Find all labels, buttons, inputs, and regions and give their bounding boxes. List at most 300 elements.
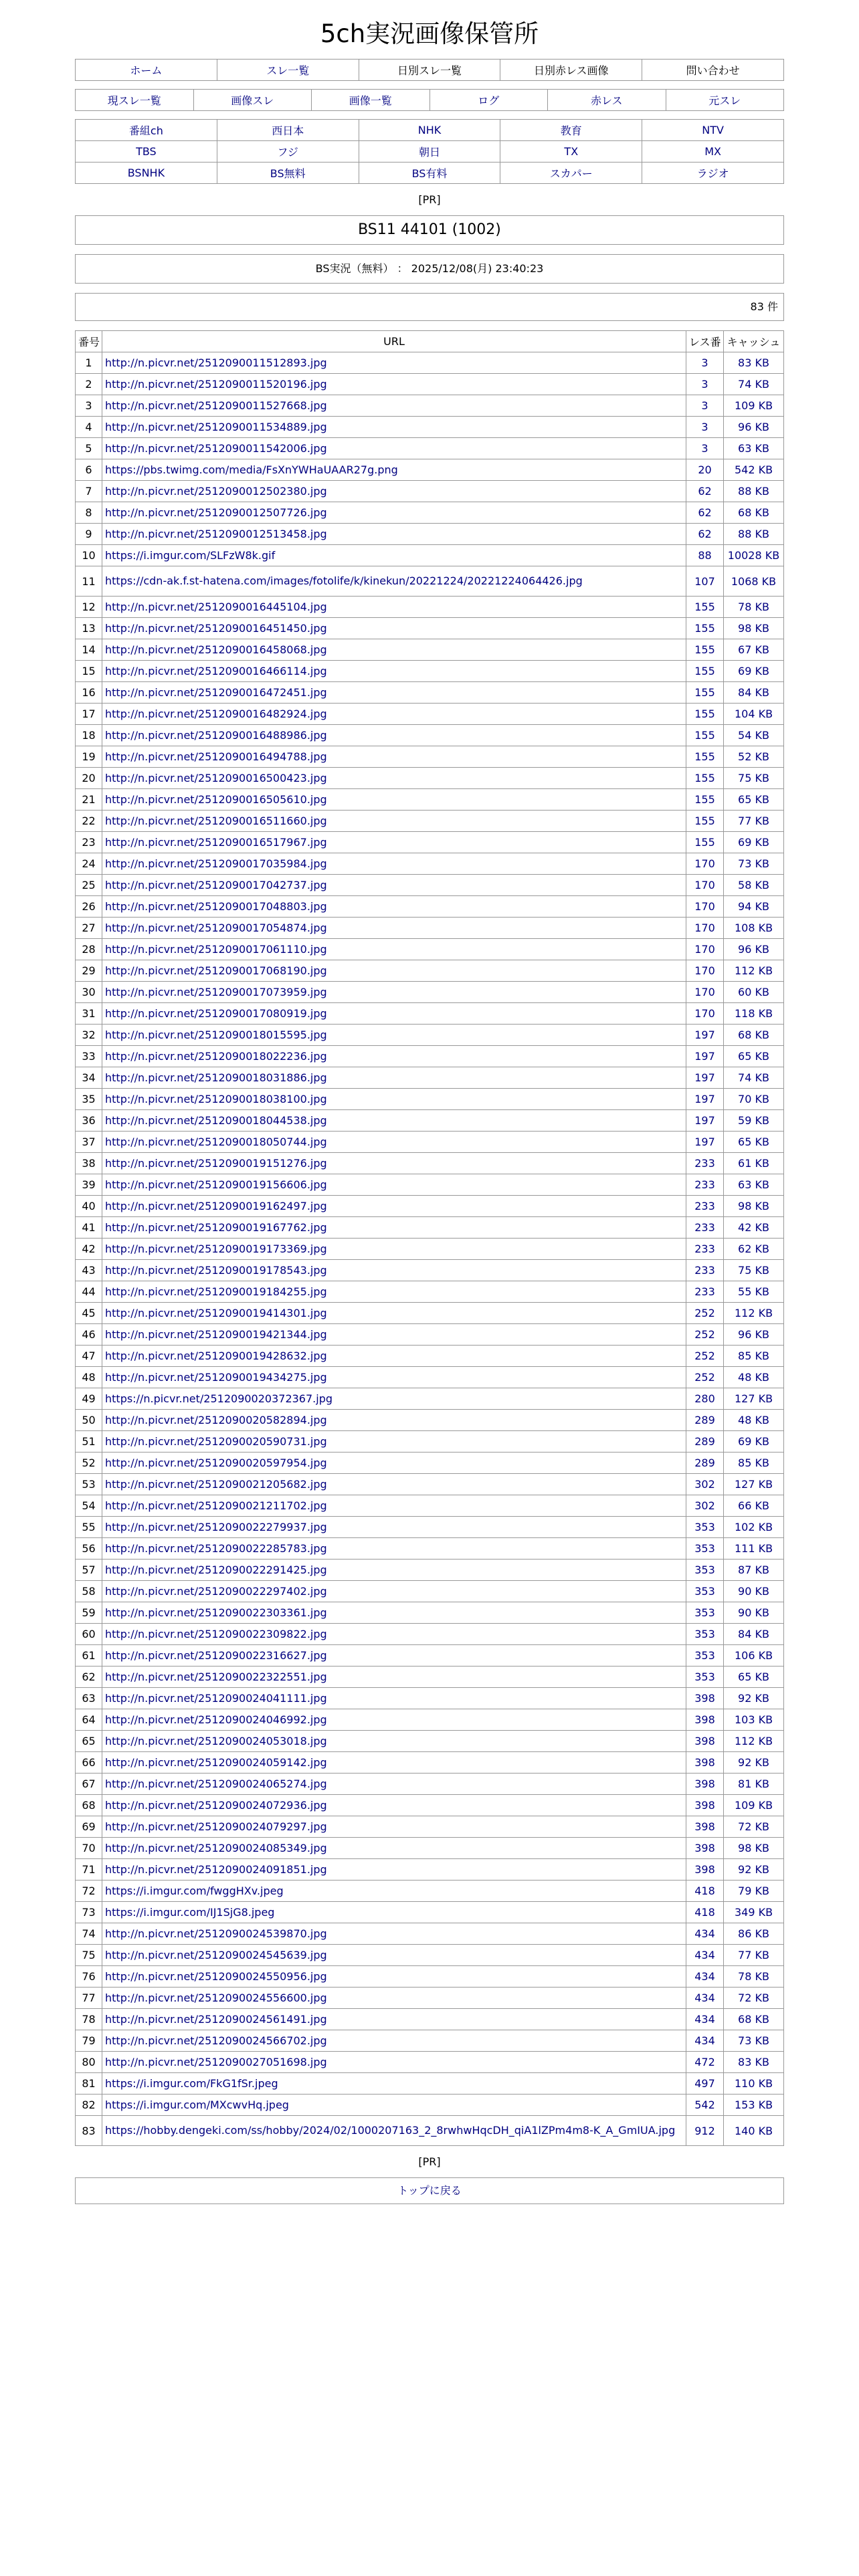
row-res-number-link[interactable]: 197: [694, 1050, 715, 1063]
row-res-number[interactable]: [686, 2009, 724, 2030]
row-url-link[interactable]: https://cdn-ak.f.st-hatena.com/images/fotolife/k/kinekun/20221224/20221224064426.jpg: [105, 574, 583, 587]
row-cache[interactable]: [724, 1731, 784, 1752]
row-cache-link[interactable]: 84 KB: [738, 1628, 769, 1640]
row-res-number[interactable]: [686, 566, 724, 597]
row-url-link[interactable]: http://n.picvr.net/2512090024091851.jpg: [105, 1863, 327, 1876]
row-res-number[interactable]: [686, 1003, 724, 1025]
subnav-image-threads[interactable]: [193, 90, 312, 111]
row-res-number[interactable]: [686, 832, 724, 853]
subnav-original-thread[interactable]: [666, 90, 784, 111]
row-url-link[interactable]: http://n.picvr.net/2512090018050744.jpg: [105, 1136, 327, 1148]
row-res-number-link[interactable]: 170: [694, 922, 715, 934]
row-url-link[interactable]: https://n.picvr.net/2512090020372367.jpg: [105, 1392, 333, 1405]
row-url[interactable]: [102, 1046, 686, 1067]
row-res-number[interactable]: [686, 661, 724, 682]
row-res-number-link[interactable]: 233: [694, 1221, 715, 1234]
row-res-number[interactable]: [686, 811, 724, 832]
row-res-number[interactable]: [686, 2030, 724, 2052]
row-url-link[interactable]: http://n.picvr.net/2512090024065274.jpg: [105, 1778, 327, 1790]
row-res-number[interactable]: [686, 1517, 724, 1538]
row-url-link[interactable]: http://n.picvr.net/2512090024085349.jpg: [105, 1842, 327, 1854]
row-url-link[interactable]: http://n.picvr.net/2512090017061110.jpg: [105, 943, 327, 956]
row-res-number-link[interactable]: 233: [694, 1178, 715, 1191]
row-res-number[interactable]: [686, 352, 724, 374]
row-url[interactable]: [102, 1324, 686, 1346]
row-url[interactable]: [102, 704, 686, 725]
row-res-number-link[interactable]: 398: [694, 1713, 715, 1726]
row-url[interactable]: [102, 1025, 686, 1046]
row-res-number-link[interactable]: 155: [694, 793, 715, 806]
row-url[interactable]: [102, 524, 686, 545]
row-res-number-link[interactable]: 233: [694, 1157, 715, 1170]
row-cache-link[interactable]: 85 KB: [738, 1457, 769, 1469]
row-res-number-link[interactable]: 155: [694, 750, 715, 763]
row-cache[interactable]: [724, 1923, 784, 1945]
row-url[interactable]: [102, 1132, 686, 1153]
row-res-number-link[interactable]: 398: [694, 1820, 715, 1833]
row-url[interactable]: [102, 768, 686, 789]
row-url-link[interactable]: http://n.picvr.net/2512090022303361.jpg: [105, 1606, 327, 1619]
row-res-number-link[interactable]: 233: [694, 1264, 715, 1277]
row-url-link[interactable]: http://n.picvr.net/2512090011527668.jpg: [105, 399, 327, 412]
row-cache[interactable]: [724, 1217, 784, 1239]
row-url[interactable]: [102, 395, 686, 417]
row-res-number-link[interactable]: 197: [694, 1071, 715, 1084]
nav-thread-list[interactable]: [217, 60, 359, 81]
row-url[interactable]: [102, 1067, 686, 1089]
row-url[interactable]: [102, 1624, 686, 1645]
row-url[interactable]: [102, 459, 686, 481]
row-url[interactable]: [102, 545, 686, 566]
row-cache[interactable]: [724, 1153, 784, 1174]
row-res-number[interactable]: [686, 1945, 724, 1966]
row-res-number[interactable]: [686, 1667, 724, 1688]
row-res-number-link[interactable]: 197: [694, 1093, 715, 1105]
row-res-number-link[interactable]: 197: [694, 1114, 715, 1127]
row-res-number-link[interactable]: 3: [701, 378, 708, 391]
row-cache[interactable]: [724, 1260, 784, 1281]
row-url[interactable]: [102, 438, 686, 459]
row-res-number[interactable]: [686, 960, 724, 982]
row-cache-link[interactable]: 96 KB: [738, 1328, 769, 1341]
row-res-number[interactable]: [686, 1046, 724, 1067]
row-cache-link[interactable]: 127 KB: [734, 1392, 773, 1405]
row-url[interactable]: [102, 2052, 686, 2073]
row-cache-link[interactable]: 96 KB: [738, 943, 769, 956]
row-cache[interactable]: [724, 1174, 784, 1196]
row-cache[interactable]: [724, 1410, 784, 1431]
row-cache-link[interactable]: 90 KB: [738, 1585, 769, 1598]
channel-cell[interactable]: [217, 141, 359, 163]
row-res-number[interactable]: [686, 524, 724, 545]
row-cache[interactable]: [724, 1945, 784, 1966]
row-url[interactable]: [102, 1752, 686, 1774]
subnav-current-threads-link[interactable]: 現スレ一覧: [107, 94, 161, 107]
channel-cell[interactable]: [76, 163, 217, 184]
back-to-top-link[interactable]: トップに戻る: [397, 2184, 462, 2197]
nav-home[interactable]: [76, 60, 217, 81]
row-url[interactable]: [102, 374, 686, 395]
row-url-link[interactable]: http://n.picvr.net/2512090024046992.jpg: [105, 1713, 327, 1726]
row-cache-link[interactable]: 69 KB: [738, 836, 769, 849]
row-res-number[interactable]: [686, 2052, 724, 2073]
row-res-number[interactable]: [686, 1388, 724, 1410]
row-cache[interactable]: [724, 618, 784, 639]
channel-link[interactable]: BSNHK: [127, 167, 165, 179]
row-url[interactable]: [102, 1560, 686, 1581]
row-url[interactable]: [102, 1538, 686, 1560]
row-url[interactable]: [102, 960, 686, 982]
row-url[interactable]: [102, 1988, 686, 2009]
row-url-link[interactable]: http://n.picvr.net/2512090011542006.jpg: [105, 442, 327, 455]
row-url-link[interactable]: http://n.picvr.net/2512090024539870.jpg: [105, 1927, 327, 1940]
row-url-link[interactable]: http://n.picvr.net/2512090022297402.jpg: [105, 1585, 327, 1598]
row-url-link[interactable]: http://n.picvr.net/2512090019173369.jpg: [105, 1243, 327, 1255]
row-res-number-link[interactable]: 398: [694, 1735, 715, 1747]
row-url-link[interactable]: http://n.picvr.net/2512090022279937.jpg: [105, 1521, 327, 1533]
row-cache-link[interactable]: 73 KB: [738, 857, 769, 870]
row-cache-link[interactable]: 61 KB: [738, 1157, 769, 1170]
nav-thread-list-link[interactable]: スレ一覧: [266, 64, 310, 77]
row-res-number[interactable]: [686, 939, 724, 960]
row-url[interactable]: [102, 661, 686, 682]
row-url-link[interactable]: https://i.imgur.com/fwggHXv.jpeg: [105, 1885, 284, 1897]
row-res-number[interactable]: [686, 1774, 724, 1795]
row-res-number-link[interactable]: 62: [698, 506, 712, 519]
row-cache-link[interactable]: 542 KB: [734, 463, 773, 476]
row-cache-link[interactable]: 127 KB: [734, 1478, 773, 1491]
row-res-number-link[interactable]: 353: [694, 1606, 715, 1619]
row-cache-link[interactable]: 85 KB: [738, 1350, 769, 1362]
row-cache-link[interactable]: 1068 KB: [731, 574, 777, 588]
row-cache[interactable]: [724, 597, 784, 618]
row-url[interactable]: [102, 1303, 686, 1324]
row-cache[interactable]: [724, 545, 784, 566]
row-cache[interactable]: [724, 918, 784, 939]
row-cache[interactable]: [724, 2073, 784, 2095]
row-url-link[interactable]: http://n.picvr.net/2512090019178543.jpg: [105, 1264, 327, 1277]
row-url[interactable]: [102, 1196, 686, 1217]
row-cache[interactable]: [724, 682, 784, 704]
row-res-number[interactable]: [686, 1453, 724, 1474]
row-res-number-link[interactable]: 3: [701, 421, 708, 433]
row-url[interactable]: [102, 597, 686, 618]
back-to-top-button[interactable]: [75, 2177, 784, 2204]
row-cache[interactable]: [724, 1624, 784, 1645]
row-res-number-link[interactable]: 472: [694, 2056, 715, 2068]
row-res-number[interactable]: [686, 1838, 724, 1859]
row-res-number[interactable]: [686, 1560, 724, 1581]
row-url-link[interactable]: http://n.picvr.net/2512090016472451.jpg: [105, 686, 327, 699]
row-res-number-link[interactable]: 252: [694, 1350, 715, 1362]
channel-cell[interactable]: [217, 120, 359, 141]
row-cache-link[interactable]: 63 KB: [738, 442, 769, 455]
row-res-number-link[interactable]: 542: [694, 2099, 715, 2111]
row-cache-link[interactable]: 92 KB: [738, 1863, 769, 1876]
row-res-number[interactable]: [686, 1602, 724, 1624]
row-url[interactable]: [102, 1859, 686, 1881]
row-res-number-link[interactable]: 107: [694, 574, 715, 588]
channel-link[interactable]: ラジオ: [696, 167, 729, 180]
row-cache[interactable]: [724, 1709, 784, 1731]
row-url-link[interactable]: http://n.picvr.net/2512090017068190.jpg: [105, 964, 327, 977]
row-res-number-link[interactable]: 398: [694, 1756, 715, 1769]
row-url-link[interactable]: http://n.picvr.net/2512090022291425.jpg: [105, 1564, 327, 1576]
row-cache[interactable]: [724, 1517, 784, 1538]
row-res-number-link[interactable]: 302: [694, 1478, 715, 1491]
row-url-link[interactable]: http://n.picvr.net/2512090018044538.jpg: [105, 1114, 327, 1127]
channel-link[interactable]: MX: [704, 145, 721, 158]
row-url[interactable]: [102, 481, 686, 502]
row-cache-link[interactable]: 54 KB: [738, 729, 769, 742]
row-url-link[interactable]: http://n.picvr.net/2512090018031886.jpg: [105, 1071, 327, 1084]
row-cache[interactable]: [724, 1388, 784, 1410]
row-cache[interactable]: [724, 1303, 784, 1324]
row-res-number[interactable]: [686, 1281, 724, 1303]
row-url[interactable]: [102, 1346, 686, 1367]
row-cache-link[interactable]: 88 KB: [738, 485, 769, 498]
row-res-number[interactable]: [686, 2073, 724, 2095]
row-cache[interactable]: [724, 853, 784, 875]
row-url-link[interactable]: http://n.picvr.net/2512090011512893.jpg: [105, 356, 327, 369]
row-url-link[interactable]: http://n.picvr.net/2512090017054874.jpg: [105, 922, 327, 934]
row-cache-link[interactable]: 106 KB: [734, 1649, 773, 1662]
row-cache[interactable]: [724, 1324, 784, 1346]
row-cache-link[interactable]: 68 KB: [738, 506, 769, 519]
row-cache-link[interactable]: 104 KB: [734, 708, 773, 720]
row-res-number[interactable]: [686, 1816, 724, 1838]
row-cache-link[interactable]: 92 KB: [738, 1692, 769, 1705]
row-res-number[interactable]: [686, 1346, 724, 1367]
row-url[interactable]: [102, 982, 686, 1003]
row-res-number-link[interactable]: 155: [694, 815, 715, 827]
row-res-number-link[interactable]: 398: [694, 1799, 715, 1812]
subnav-image-list-link[interactable]: 画像一覧: [349, 94, 392, 107]
row-url[interactable]: [102, 566, 686, 597]
row-cache[interactable]: [724, 2116, 784, 2146]
row-res-number[interactable]: [686, 1132, 724, 1153]
row-res-number[interactable]: [686, 1089, 724, 1110]
row-url-link[interactable]: http://n.picvr.net/2512090011520196.jpg: [105, 378, 327, 391]
row-res-number-link[interactable]: 353: [694, 1628, 715, 1640]
row-cache-link[interactable]: 112 KB: [734, 964, 773, 977]
row-url-link[interactable]: http://n.picvr.net/2512090021211702.jpg: [105, 1499, 327, 1512]
row-res-number[interactable]: [686, 1260, 724, 1281]
row-res-number-link[interactable]: 20: [698, 463, 712, 476]
row-res-number-link[interactable]: 155: [694, 772, 715, 784]
row-cache[interactable]: [724, 502, 784, 524]
row-url[interactable]: [102, 875, 686, 896]
row-url-link[interactable]: http://n.picvr.net/2512090011534889.jpg: [105, 421, 327, 433]
row-res-number[interactable]: [686, 374, 724, 395]
row-url-link[interactable]: http://n.picvr.net/2512090024079297.jpg: [105, 1820, 327, 1833]
row-res-number-link[interactable]: 155: [694, 665, 715, 677]
row-cache-link[interactable]: 66 KB: [738, 1499, 769, 1512]
row-cache[interactable]: [724, 1774, 784, 1795]
row-cache-link[interactable]: 102 KB: [734, 1521, 773, 1533]
row-res-number[interactable]: [686, 1174, 724, 1196]
subnav-original-thread-link[interactable]: 元スレ: [708, 94, 741, 107]
row-res-number[interactable]: [686, 1624, 724, 1645]
row-res-number[interactable]: [686, 1495, 724, 1517]
row-res-number-link[interactable]: 170: [694, 1007, 715, 1020]
row-res-number-link[interactable]: 233: [694, 1285, 715, 1298]
row-res-number-link[interactable]: 434: [694, 1970, 715, 1983]
row-cache-link[interactable]: 60 KB: [738, 986, 769, 998]
row-cache[interactable]: [724, 438, 784, 459]
row-cache-link[interactable]: 69 KB: [738, 665, 769, 677]
row-cache[interactable]: [724, 811, 784, 832]
channel-cell[interactable]: [76, 120, 217, 141]
row-url[interactable]: [102, 1816, 686, 1838]
row-res-number-link[interactable]: 155: [694, 643, 715, 656]
row-res-number-link[interactable]: 353: [694, 1542, 715, 1555]
row-cache-link[interactable]: 98 KB: [738, 1200, 769, 1212]
row-cache[interactable]: [724, 875, 784, 896]
row-res-number[interactable]: [686, 1859, 724, 1881]
row-cache-link[interactable]: 55 KB: [738, 1285, 769, 1298]
row-res-number[interactable]: [686, 875, 724, 896]
row-cache[interactable]: [724, 1453, 784, 1474]
row-cache[interactable]: [724, 1838, 784, 1859]
subnav-red-res[interactable]: [548, 90, 666, 111]
row-res-number-link[interactable]: 170: [694, 943, 715, 956]
row-cache[interactable]: [724, 2052, 784, 2073]
row-url-link[interactable]: https://i.imgur.com/FkG1fSr.jpeg: [105, 2077, 278, 2090]
row-cache-link[interactable]: 98 KB: [738, 622, 769, 635]
row-url[interactable]: [102, 2073, 686, 2095]
row-url[interactable]: [102, 918, 686, 939]
row-res-number-link[interactable]: 353: [694, 1585, 715, 1598]
row-cache[interactable]: [724, 789, 784, 811]
row-cache-link[interactable]: 78 KB: [738, 601, 769, 613]
row-url-link[interactable]: http://n.picvr.net/2512090024556600.jpg: [105, 1992, 327, 2004]
row-res-number[interactable]: [686, 1709, 724, 1731]
row-res-number-link[interactable]: 398: [694, 1863, 715, 1876]
row-url[interactable]: [102, 725, 686, 746]
row-cache-link[interactable]: 78 KB: [738, 1970, 769, 1983]
row-cache[interactable]: [724, 1431, 784, 1453]
row-res-number-link[interactable]: 418: [694, 1906, 715, 1919]
row-cache[interactable]: [724, 639, 784, 661]
row-res-number[interactable]: [686, 1752, 724, 1774]
row-url[interactable]: [102, 1709, 686, 1731]
row-res-number-link[interactable]: 170: [694, 879, 715, 891]
row-cache[interactable]: [724, 352, 784, 374]
row-cache-link[interactable]: 74 KB: [738, 1071, 769, 1084]
row-res-number-link[interactable]: 289: [694, 1457, 715, 1469]
row-res-number-link[interactable]: 497: [694, 2077, 715, 2090]
row-res-number[interactable]: [686, 1110, 724, 1132]
row-res-number-link[interactable]: 434: [694, 1949, 715, 1961]
channel-link[interactable]: BS有料: [411, 167, 448, 180]
row-res-number[interactable]: [686, 545, 724, 566]
row-url[interactable]: [102, 1003, 686, 1025]
row-url-link[interactable]: http://n.picvr.net/2512090024059142.jpg: [105, 1756, 327, 1769]
row-res-number[interactable]: [686, 481, 724, 502]
row-res-number[interactable]: [686, 618, 724, 639]
row-url[interactable]: [102, 1174, 686, 1196]
row-cache-link[interactable]: 103 KB: [734, 1713, 773, 1726]
row-res-number[interactable]: [686, 1196, 724, 1217]
row-cache-link[interactable]: 111 KB: [734, 1542, 773, 1555]
row-url[interactable]: [102, 811, 686, 832]
row-res-number-link[interactable]: 197: [694, 1029, 715, 1041]
row-url-link[interactable]: http://n.picvr.net/2512090022322551.jpg: [105, 1671, 327, 1683]
row-url-link[interactable]: http://n.picvr.net/2512090016445104.jpg: [105, 601, 327, 613]
row-cache[interactable]: [724, 1752, 784, 1774]
row-url[interactable]: [102, 832, 686, 853]
row-cache[interactable]: [724, 1089, 784, 1110]
channel-link[interactable]: 朝日: [418, 146, 440, 158]
row-res-number-link[interactable]: 398: [694, 1778, 715, 1790]
row-url[interactable]: [102, 1217, 686, 1239]
row-res-number-link[interactable]: 3: [701, 399, 708, 412]
row-cache-link[interactable]: 153 KB: [734, 2099, 773, 2111]
row-res-number[interactable]: [686, 1239, 724, 1260]
row-url[interactable]: [102, 1881, 686, 1902]
row-url-link[interactable]: http://n.picvr.net/2512090024545639.jpg: [105, 1949, 327, 1961]
row-res-number[interactable]: [686, 459, 724, 481]
row-cache-link[interactable]: 65 KB: [738, 1050, 769, 1063]
row-res-number[interactable]: [686, 502, 724, 524]
row-cache-link[interactable]: 52 KB: [738, 750, 769, 763]
row-res-number-link[interactable]: 398: [694, 1692, 715, 1705]
channel-cell[interactable]: [642, 120, 784, 141]
row-url[interactable]: [102, 639, 686, 661]
row-url[interactable]: [102, 1153, 686, 1174]
row-url-link[interactable]: http://n.picvr.net/2512090016482924.jpg: [105, 708, 327, 720]
channel-link[interactable]: フジ: [277, 146, 298, 158]
row-res-number[interactable]: [686, 746, 724, 768]
subnav-image-list[interactable]: [312, 90, 430, 111]
channel-link[interactable]: 西日本: [272, 124, 304, 137]
row-url-link[interactable]: http://n.picvr.net/2512090012502380.jpg: [105, 485, 327, 498]
row-cache-link[interactable]: 94 KB: [738, 900, 769, 913]
row-cache[interactable]: [724, 896, 784, 918]
row-cache-link[interactable]: 58 KB: [738, 879, 769, 891]
row-res-number[interactable]: [686, 1303, 724, 1324]
row-res-number[interactable]: [686, 1431, 724, 1453]
row-url[interactable]: [102, 1667, 686, 1688]
row-cache-link[interactable]: 83 KB: [738, 356, 769, 369]
row-cache[interactable]: [724, 1132, 784, 1153]
row-cache-link[interactable]: 84 KB: [738, 686, 769, 699]
row-cache-link[interactable]: 65 KB: [738, 1136, 769, 1148]
row-cache[interactable]: [724, 768, 784, 789]
row-url-link[interactable]: https://i.imgur.com/MXcwvHq.jpeg: [105, 2099, 289, 2111]
row-res-number[interactable]: [686, 1025, 724, 1046]
row-cache[interactable]: [724, 1239, 784, 1260]
row-cache-link[interactable]: 68 KB: [738, 2013, 769, 2026]
row-url-link[interactable]: http://n.picvr.net/2512090020582894.jpg: [105, 1414, 327, 1426]
row-url[interactable]: [102, 1774, 686, 1795]
row-cache[interactable]: [724, 939, 784, 960]
row-res-number-link[interactable]: 233: [694, 1243, 715, 1255]
row-url-link[interactable]: http://n.picvr.net/2512090017048803.jpg: [105, 900, 327, 913]
row-cache[interactable]: [724, 1367, 784, 1388]
row-cache[interactable]: [724, 1602, 784, 1624]
row-cache-link[interactable]: 70 KB: [738, 1093, 769, 1105]
row-cache[interactable]: [724, 566, 784, 597]
row-cache[interactable]: [724, 1667, 784, 1688]
row-url-link[interactable]: http://n.picvr.net/2512090016505610.jpg: [105, 793, 327, 806]
row-url[interactable]: [102, 1838, 686, 1859]
row-res-number[interactable]: [686, 853, 724, 875]
row-cache[interactable]: [724, 2095, 784, 2116]
row-url[interactable]: [102, 1902, 686, 1923]
channel-cell[interactable]: [500, 163, 642, 184]
